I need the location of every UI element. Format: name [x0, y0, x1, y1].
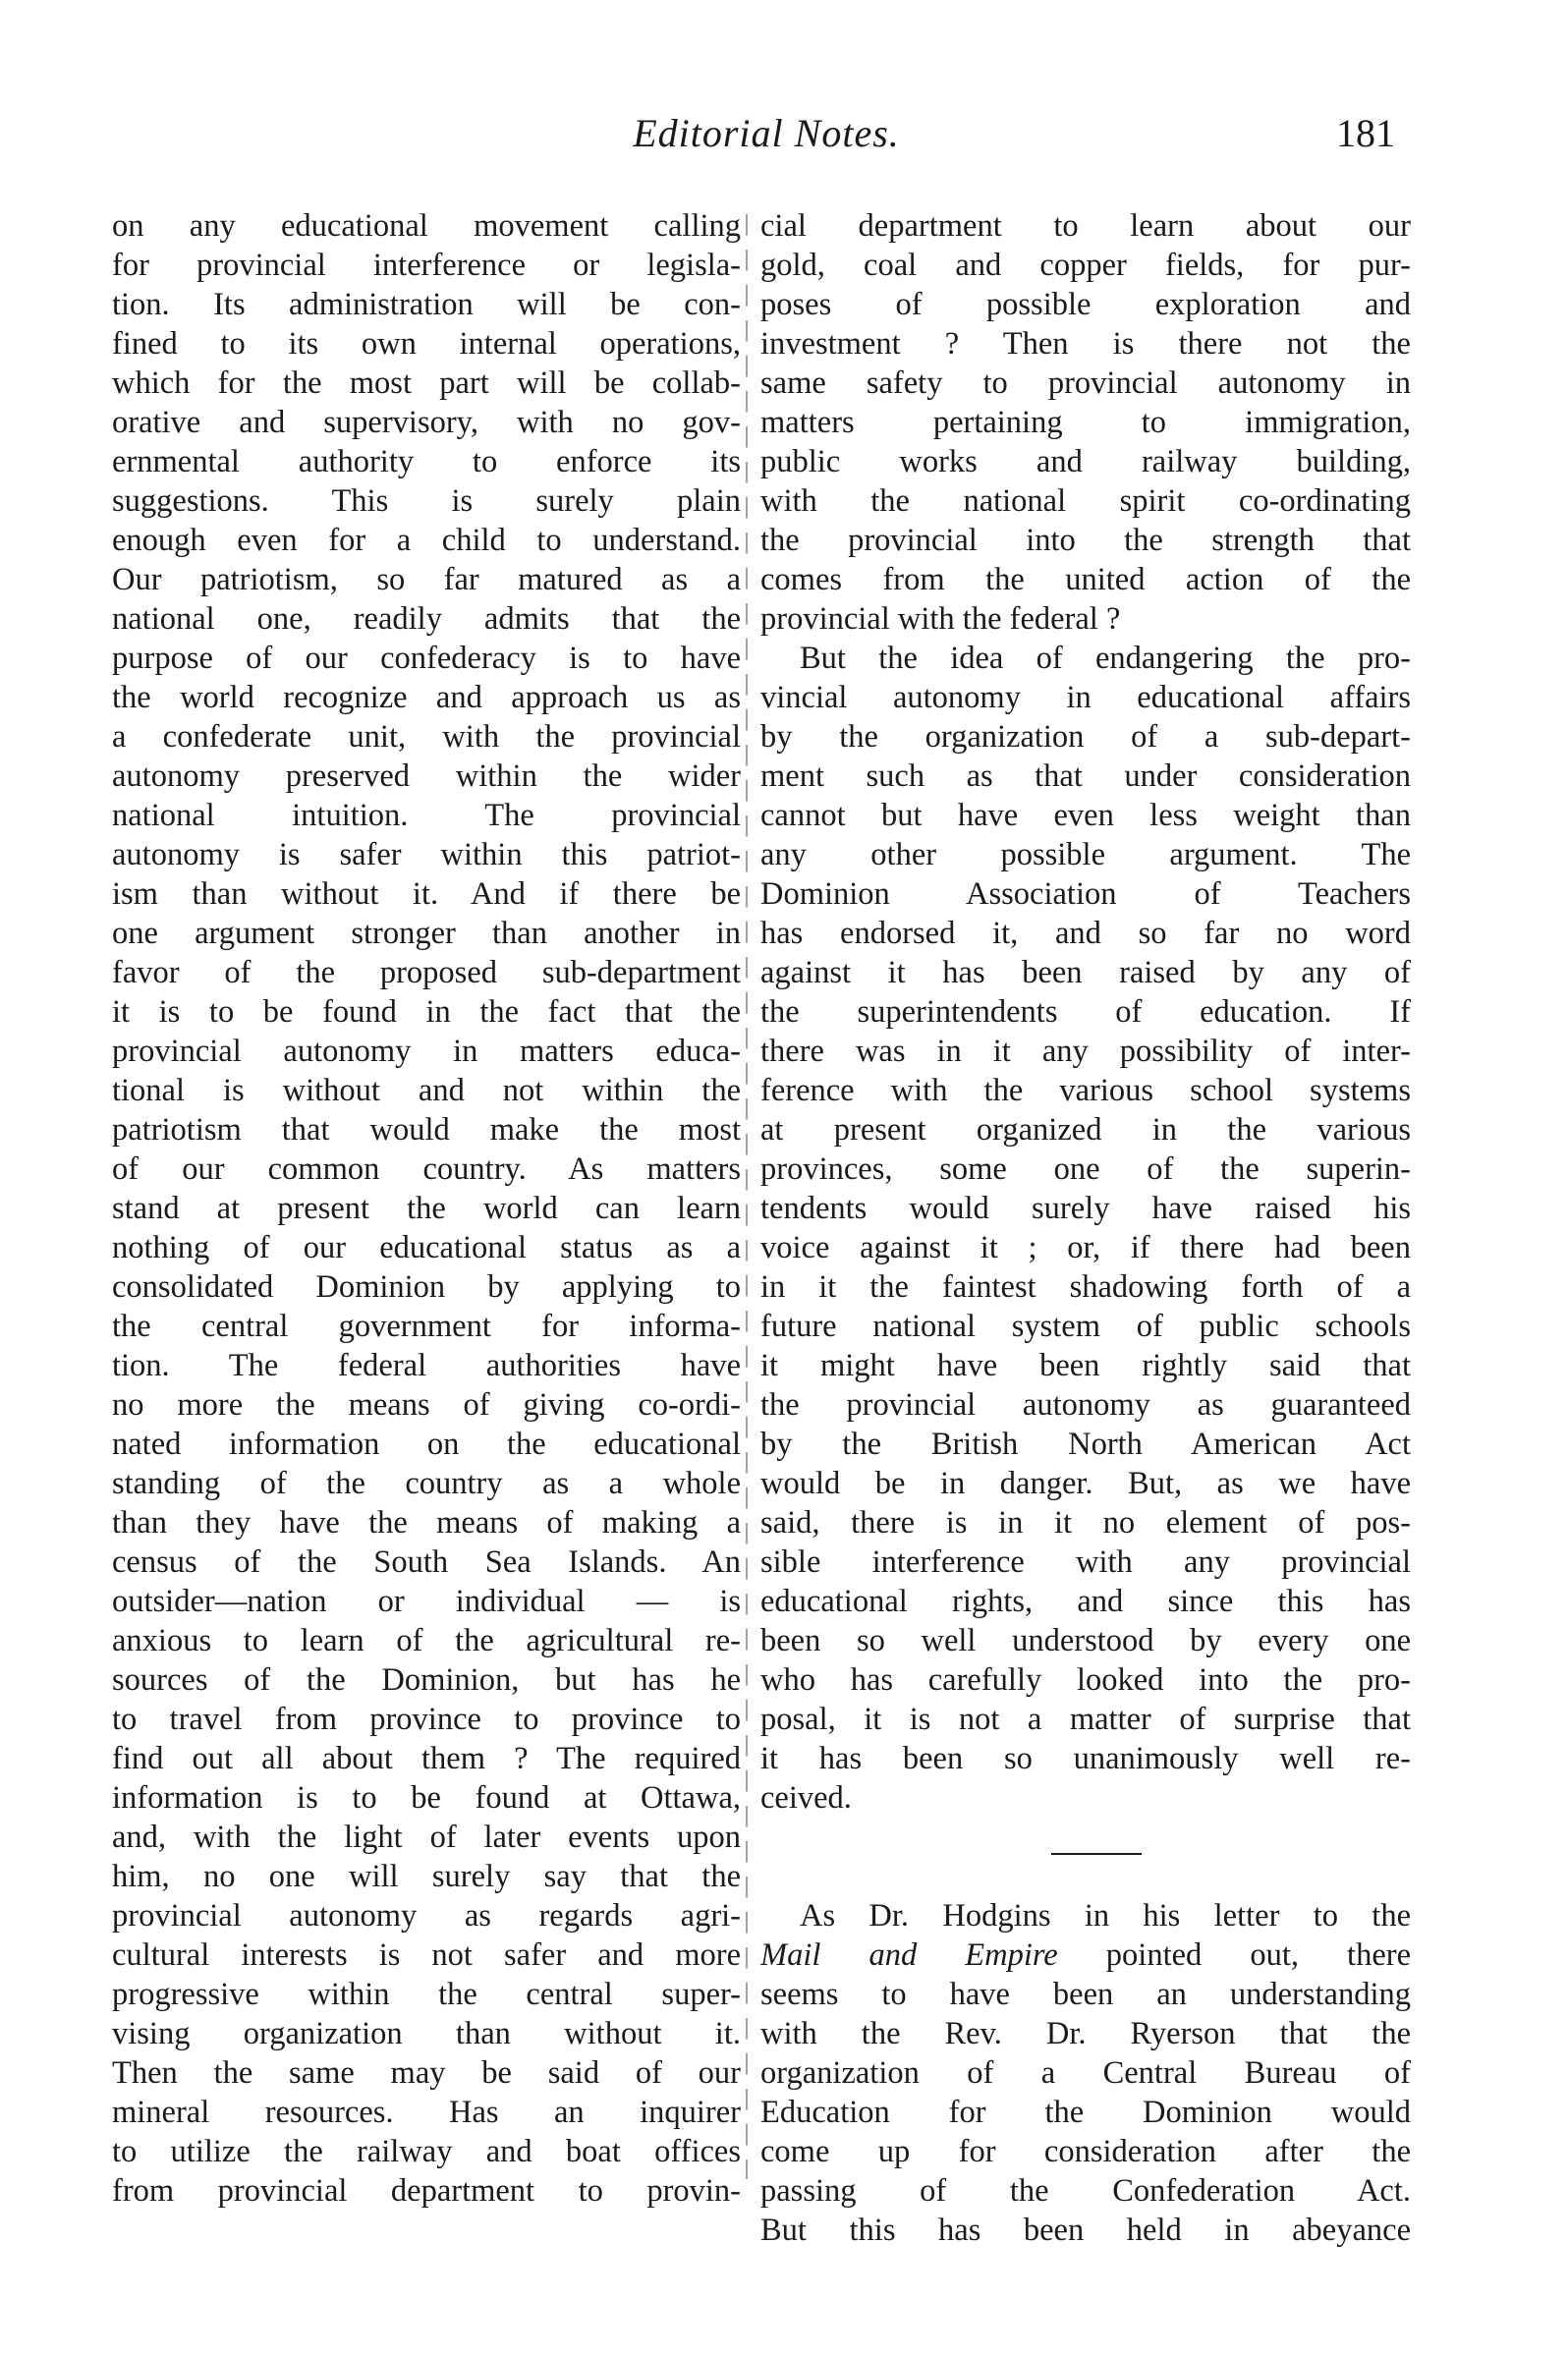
text-line: cultural interests is not safer and more: [112, 1937, 741, 1973]
text-line: national one, readily admits that the: [112, 601, 741, 637]
text-line: vising organization than without it.: [112, 2016, 741, 2051]
text-line: Our patriotism, so far matured as a: [112, 562, 741, 597]
text-line: the world recognize and approach us as: [112, 680, 741, 715]
text-line: anxious to learn of the agricultural re-: [112, 1623, 741, 1658]
text-line: purpose of our confederacy is to have: [112, 641, 741, 676]
text-line: educational rights, and since this has: [760, 1584, 1411, 1619]
text-line: suggestions. This is surely plain: [112, 483, 741, 519]
text-line: which for the most part will be collab-: [112, 365, 741, 401]
text-line: with the national spirit co-ordinating: [760, 483, 1411, 519]
text-line: vincial autonomy in educational affairs: [760, 680, 1411, 715]
text-line: passing of the Confederation Act.: [760, 2173, 1411, 2209]
text-line: against it has been raised by any of: [760, 955, 1411, 990]
text-line: no more the means of giving co-ordi-: [112, 1387, 741, 1423]
text-line: on any educational movement calling: [112, 208, 741, 244]
text-line: investment ? Then is there not the: [760, 326, 1411, 362]
column-rule: [746, 214, 748, 2179]
text-line: said, there is in it no element of pos-: [760, 1505, 1411, 1541]
text-line: nated information on the educational: [112, 1427, 741, 1462]
text-line: by the organization of a sub-depart-: [760, 719, 1411, 755]
text-line: tion. Its administration will be con-: [112, 287, 741, 322]
text-line: standing of the country as a whole: [112, 1466, 741, 1501]
text-line: public works and railway building,: [760, 444, 1411, 479]
text-line: been so well understood by every one: [760, 1623, 1411, 1658]
text-line: from provincial department to provin-: [112, 2173, 741, 2209]
text-line: information is to be found at Ottawa,: [112, 1780, 741, 1816]
text-line: ism than without it. And if there be: [112, 876, 741, 912]
text-line: provincial autonomy in matters educa-: [112, 1034, 741, 1069]
text-line: autonomy is safer within this patriot-: [112, 837, 741, 872]
text-line: would be in danger. But, as we have: [760, 1466, 1411, 1501]
text-line: find out all about them ? The required: [112, 1741, 741, 1776]
text-line: the provincial autonomy as guaranteed: [760, 1387, 1411, 1423]
text-line: by the British North American Act: [760, 1427, 1411, 1462]
text-line: provinces, some one of the superin-: [760, 1151, 1411, 1187]
text-line: sources of the Dominion, but has he: [112, 1662, 741, 1698]
text-line: has endorsed it, and so far no word: [760, 916, 1411, 951]
text-line: one argument stronger than another in: [112, 916, 741, 951]
text-line: ference with the various school systems: [760, 1073, 1411, 1108]
text-line: national intuition. The provincial: [112, 798, 741, 833]
text-line: cial department to learn about our: [760, 208, 1411, 244]
text-line: ernmental authority to enforce its: [112, 444, 741, 479]
text-line: than they have the means of making a: [112, 1505, 741, 1541]
text-line: tion. The federal authorities have: [112, 1348, 741, 1383]
text-line: nothing of our educational status as a: [112, 1230, 741, 1265]
text-line: matters pertaining to immigration,: [760, 405, 1411, 440]
text-line: for provincial interference or legisla-: [112, 248, 741, 283]
text-line: outsider—nation or individual — is: [112, 1584, 741, 1619]
text-line: orative and supervisory, with no gov-: [112, 405, 741, 440]
text-line: organization of a Central Bureau of: [760, 2055, 1411, 2091]
text-line: to utilize the railway and boat offices: [112, 2134, 741, 2169]
text-line: the provincial into the strength that: [760, 523, 1411, 558]
text-line: Dominion Association of Teachers: [760, 876, 1411, 912]
text-line: and, with the light of later events upon: [112, 1820, 741, 1855]
text-line: provincial with the federal ?: [760, 601, 1121, 637]
text-line: fined to its own internal operations,: [112, 326, 741, 362]
text-line: Then the same may be said of our: [112, 2055, 741, 2091]
newspaper-title: Mail and Empire: [760, 1937, 1058, 1973]
text-line: come up for consideration after the: [760, 2134, 1411, 2169]
text-line: tional is without and not within the: [112, 1073, 741, 1108]
text-line: census of the South Sea Islands. An: [112, 1544, 741, 1580]
text-line: ceived.: [760, 1780, 852, 1816]
text-line: the central government for informa-: [112, 1309, 741, 1344]
paragraph-first-line: But the idea of endangering the pro-: [800, 641, 1411, 676]
text-line: sible interference with any provincial: [760, 1544, 1411, 1580]
text-line: progressive within the central super-: [112, 1977, 741, 2012]
running-title: Editorial Notes.: [633, 111, 900, 155]
text-line: there was in it any possibility of inter-: [760, 1034, 1411, 1069]
text-line: a confederate unit, with the provincial: [112, 719, 741, 755]
text-line: provincial autonomy as regards agri-: [112, 1898, 741, 1934]
text-run: pointed out, there: [1057, 1937, 1411, 1973]
text-line: who has carefully looked into the pro-: [760, 1662, 1411, 1698]
page-number: 181: [1336, 111, 1395, 155]
text-line: with the Rev. Dr. Ryerson that the: [760, 2016, 1411, 2051]
text-line: autonomy preserved within the wider: [112, 758, 741, 794]
text-line: at present organized in the various: [760, 1112, 1411, 1148]
text-line: stand at present the world can learn: [112, 1191, 741, 1226]
text-line: enough even for a child to understand.: [112, 523, 741, 558]
text-line: [760, 1935, 1411, 1975]
text-line: ment such as that under consideration: [760, 758, 1411, 794]
text-line: poses of possible exploration and: [760, 287, 1411, 322]
right-column: [760, 206, 1411, 2250]
text-line: any other possible argument. The: [760, 837, 1411, 872]
text-line: seems to have been an understanding: [760, 1977, 1411, 2012]
section-break: [760, 1818, 1411, 1896]
paragraph-first-line: As Dr. Hodgins in his letter to the: [800, 1898, 1411, 1934]
text-line: posal, it is not a matter of surprise that: [760, 1702, 1411, 1737]
text-line: consolidated Dominion by applying to: [112, 1269, 741, 1305]
text-line: patriotism that would make the most: [112, 1112, 741, 1148]
text-line: future national system of public schools: [760, 1309, 1411, 1344]
text-line: same safety to provincial autonomy in: [760, 365, 1411, 401]
text-line: favor of the proposed sub-department: [112, 955, 741, 990]
text-line: voice against it ; or, if there had been: [760, 1230, 1411, 1265]
text-line: to travel from province to province to: [112, 1702, 741, 1737]
text-line: tendents would surely have raised his: [760, 1191, 1411, 1226]
text-line: it might have been rightly said that: [760, 1348, 1411, 1383]
text-line: in it the faintest shadowing forth of a: [760, 1269, 1411, 1305]
left-column: [112, 206, 741, 2211]
text-line: him, no one will surely say that the: [112, 1859, 741, 1894]
text-line: cannot but have even less weight than: [760, 798, 1411, 833]
text-line: it has been so unanimously well re-: [760, 1741, 1411, 1776]
text-line: Education for the Dominion would: [760, 2095, 1411, 2130]
text-line: it is to be found in the fact that the: [112, 994, 741, 1030]
running-head: [0, 110, 1568, 169]
text-line: mineral resources. Has an inquirer: [112, 2095, 741, 2130]
text-line: comes from the united action of the: [760, 562, 1411, 597]
text-line: the superintendents of education. If: [760, 994, 1411, 1030]
text-line: gold, coal and copper fields, for pur-: [760, 248, 1411, 283]
text-line: But this has been held in abeyance: [760, 2213, 1411, 2248]
section-divider: [1051, 1853, 1142, 1855]
text-line: of our common country. As matters: [112, 1151, 741, 1187]
